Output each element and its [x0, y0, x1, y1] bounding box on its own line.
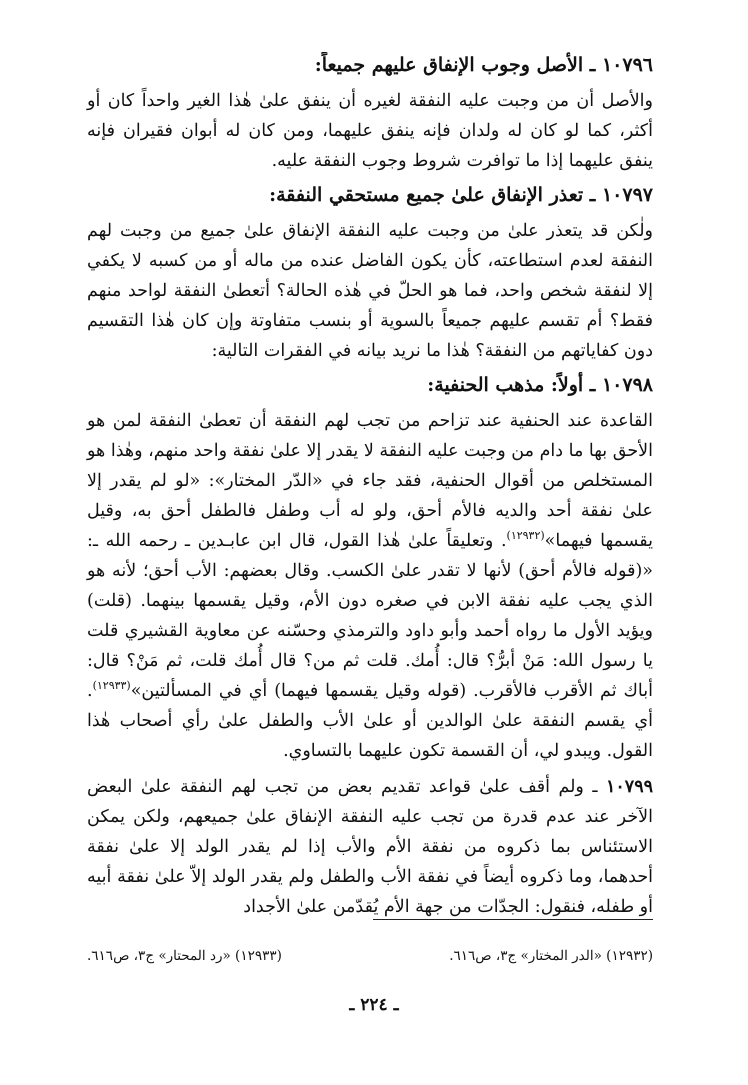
section-heading-10796: ١٠٧٩٦ ـ الأصل وجوب الإنفاق عليهم جميعاً: — [314, 54, 653, 76]
paragraph-10799 — [87, 772, 653, 922]
footnote-12933: (١٢٩٣٣) «رد المحتار» ج٣، ص٦١٦. — [87, 948, 282, 964]
paragraph-10798-part-a: القاعدة عند الحنفية عند تزاحم من تجب لهم النفقة أن تعطىٰ النفقة لمن هو الأحق بها ما دام من وجبت عليه النفقة لا يقدر إلا علىٰ نفقة واحد منهم، وهٰذا هو المستخلص من أقوال الحنفية، فقد جاء في «الدّر المختار»: «لو لم يقدر إلا علىٰ نفقة أحد والديه فالأم أحق، ولو له أب وطفل فالطفل أحق به، وقيل يقسمها فيهما» — [87, 411, 653, 551]
footnote-divider — [373, 919, 653, 920]
footnotes — [87, 948, 653, 964]
paragraph-10797: ولٰكن قد يتعذر علىٰ من وجبت عليه النفقة الإنفاق علىٰ جميع من وجبت لهم النفقة لعدم استطاعته، كأن يكون الفاضل عنده من ماله أو من كسبه لا يكفي إلا لنفقة شخص واحد، فما هو الحلّ في هٰذه الحالة؟ أتعطىٰ النفقة لواحد منهم فقط؟ أم تقسم عليهم جميعاً بالسوية أو بنسب متفاوتة وإن كان هٰذا التقسيم دون كفاياتهم من النفقة؟ هٰذا ما نريد بيانه في الفقرات التالية: — [87, 221, 653, 361]
paragraph-10799-text: ـ ولم أقف علىٰ قواعد تقديم بعض من تجب لهم النفقة علىٰ البعض الآخر عند عدم قدرة من تجب عليه النفقة الإنفاق علىٰ جميعهم، ولكن يمكن الاستئناس بما ذكروه من نفقة الأم والأب إذا لم يقدر الولد إلا علىٰ نفقة أحدهما، وما ذكروه أيضاً في نفقة الأب والطفل ولم يقدر الولد إلاّ علىٰ نفقة أبيه أو طفله، فنقول: الجدّات من جهة الأم يُقدّمن علىٰ الأجداد — [87, 777, 653, 917]
section-number-10799: ١٠٧٩٩ — [606, 777, 653, 797]
section-heading-10798: ١٠٧٩٨ ـ أولاً: مذهب الحنفية: — [427, 374, 653, 396]
paragraph-10796: والأصل أن من وجبت عليه النفقة لغيره أن ينفق علىٰ هٰذا الغير واحداً كان أو أكثر، كما لو كان له ولدان فإنه ينفق عليهما، ومن كان له أبوان فقيران فإنه ينفق عليهما إذا ما توافرت شروط وجوب النفقة عليه. — [87, 91, 653, 171]
paragraph-10798-part-c: . أي يقسم النفقة علىٰ الوالدين أو علىٰ الأب والطفل علىٰ رأي أصحاب هٰذا القول. ويبدو لي، أن القسمة تكون عليهما بالتساوي. — [87, 681, 653, 761]
page-number: ـ ٢٢٤ ـ — [349, 995, 399, 1015]
section-heading-10797: ١٠٧٩٧ ـ تعذر الإنفاق علىٰ جميع مستحقي النفقة: — [269, 184, 653, 206]
footnote-12932: (١٢٩٣٢) «الدر المختار» ج٣، ص٦١٦. — [449, 948, 653, 964]
paragraph-10798-part-b: . وتعليقاً علىٰ هٰذا القول، قال ابن عابـدين ـ رحمه الله ـ: «(قوله فالأم أحق) لأنها لا تقدر علىٰ الكسب. وقال بعضهم: الأب أحق؛ لأنه هو الذي يجب عليه نفقة الابن في صغره دون الأم، وقيل يقسمها بينهما. (قلت) ويؤيد الأول ما رواه أحمد وأبو داود والترمذي وحسّنه عن معاوية القشيري قلت يا رسول الله: مَنْ أبرُّ؟ قال: أُمك. قلت ثم من؟ قال أُمك قلت، ثم مَنْ؟ قال: أباك ثم الأقرب فالأقرب. (قوله وقيل يقسمها فيهما) أي في المسألتين» — [87, 531, 653, 701]
paragraph-10798 — [87, 406, 653, 766]
footnote-ref-12933[interactable]: (١٢٩٣٣) — [92, 679, 131, 693]
footnote-ref-12932[interactable]: (١٢٩٣٢) — [506, 529, 545, 543]
